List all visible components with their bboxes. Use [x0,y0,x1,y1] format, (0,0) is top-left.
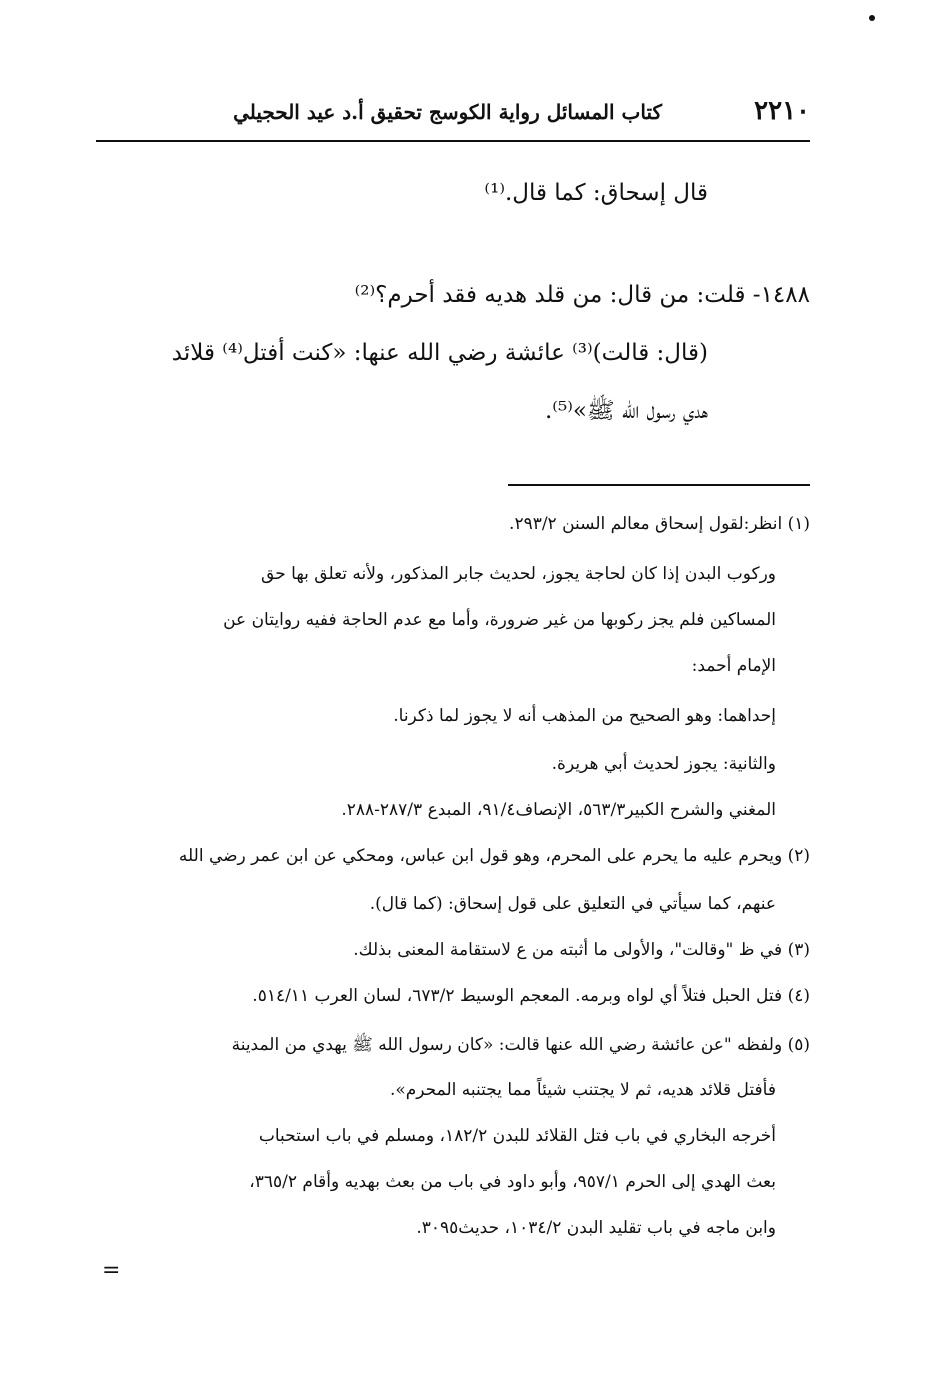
footnote-2-line-2: عنهم، كما سيأتي في التعليق على قول إسحاق: (كما قال). [369,894,776,914]
footnote-5: (٥) ولفظه "عن عائشة رضي الله عنها قالت: «كان رسول الله ﷺ يهدي من المدينة [231,1035,810,1055]
scan-dot [869,15,875,21]
page-number: ٢٢١٠ [754,96,810,126]
footnote-1-line-5: إحداهما: وهو الصحيح من المذهب أنه لا يجوز لما ذكرنا. [393,706,776,726]
footnote-1-line-6: والثانية: يجوز لحديث أبي هريرة. [551,754,776,774]
footnote-2: (٢) ويحرم عليه ما يحرم على المحرم، وهو قول ابن عباس، ومحكي عن ابن عمر رضي الله [178,846,810,866]
footnote-3: (٣) في ظ "وقالت"، والأولى ما أثبته من ع لاستقامة المعنى بذلك. [353,940,810,960]
footnote-4: (٤) فتل الحبل فتلاً أي لواه وبرمه. المعجم الوسيط ٦٧٣/٢، لسان العرب ٥١٤/١١. [252,986,810,1006]
body-line-1: قال إسحاق: كما قال.⁽¹⁾ [484,180,708,206]
footnote-5-line-3: أخرجه البخاري في باب فتل القلائد للبدن ١٨٢/٢، ومسلم في باب استحباب [258,1126,776,1146]
body-line-3: (قال: قالت)⁽³⁾ عائشة رضي الله عنها: «كنت أفتل⁽⁴⁾ قلائد [171,340,708,366]
footnote-rule [508,484,810,486]
running-title: كتاب المسائل رواية الكوسج تحقيق أ.د عيد الحجيلي [233,100,662,124]
footnote-1-line-4: الإمام أحمد: [691,656,776,676]
footnote-1-line-2: وركوب البدن إذا كان لحاجة يجوز، لحديث جابر المذكور، ولأنه تعلق بها حق [261,564,776,584]
footnote-1-line-3: المساكين فلم يجز ركوبها من غير ضرورة، وأما مع عدم الحاجة ففيه روايتان عن [223,610,776,630]
footnote-5-line-5: وابن ماجه في باب تقليد البدن ١٠٣٤/٢، حديث٣٠٩٥. [416,1218,776,1238]
footnote-1: (١) انظر:لقول إسحاق معالم السنن ٢٩٣/٢. [509,514,810,534]
body-line-2: ١٤٨٨- قلت: من قال: من قلد هديه فقد أحرم؟⁽²⁾ [354,282,810,308]
footnote-1-line-7: المغني والشرح الكبير٥٦٣/٣، الإنصاف٩١/٤، المبدع ٢٨٧/٣-٢٨٨. [341,800,776,820]
body-line-4: هدي رسول الله ﷺ»⁽⁵⁾. [545,398,708,424]
end-mark: = [102,1258,121,1283]
page-header [96,92,810,136]
footnote-5-line-2: فأفتل قلائد هديه، ثم لا يجتنب شيئاً مما يجتنبه المحرم». [389,1080,776,1100]
header-rule [96,140,810,142]
footnote-5-line-4: بعث الهدي إلى الحرم ٩٥٧/١، وأبو داود في باب من بعث بهديه وأقام ٣٦٥/٢، [249,1172,776,1192]
